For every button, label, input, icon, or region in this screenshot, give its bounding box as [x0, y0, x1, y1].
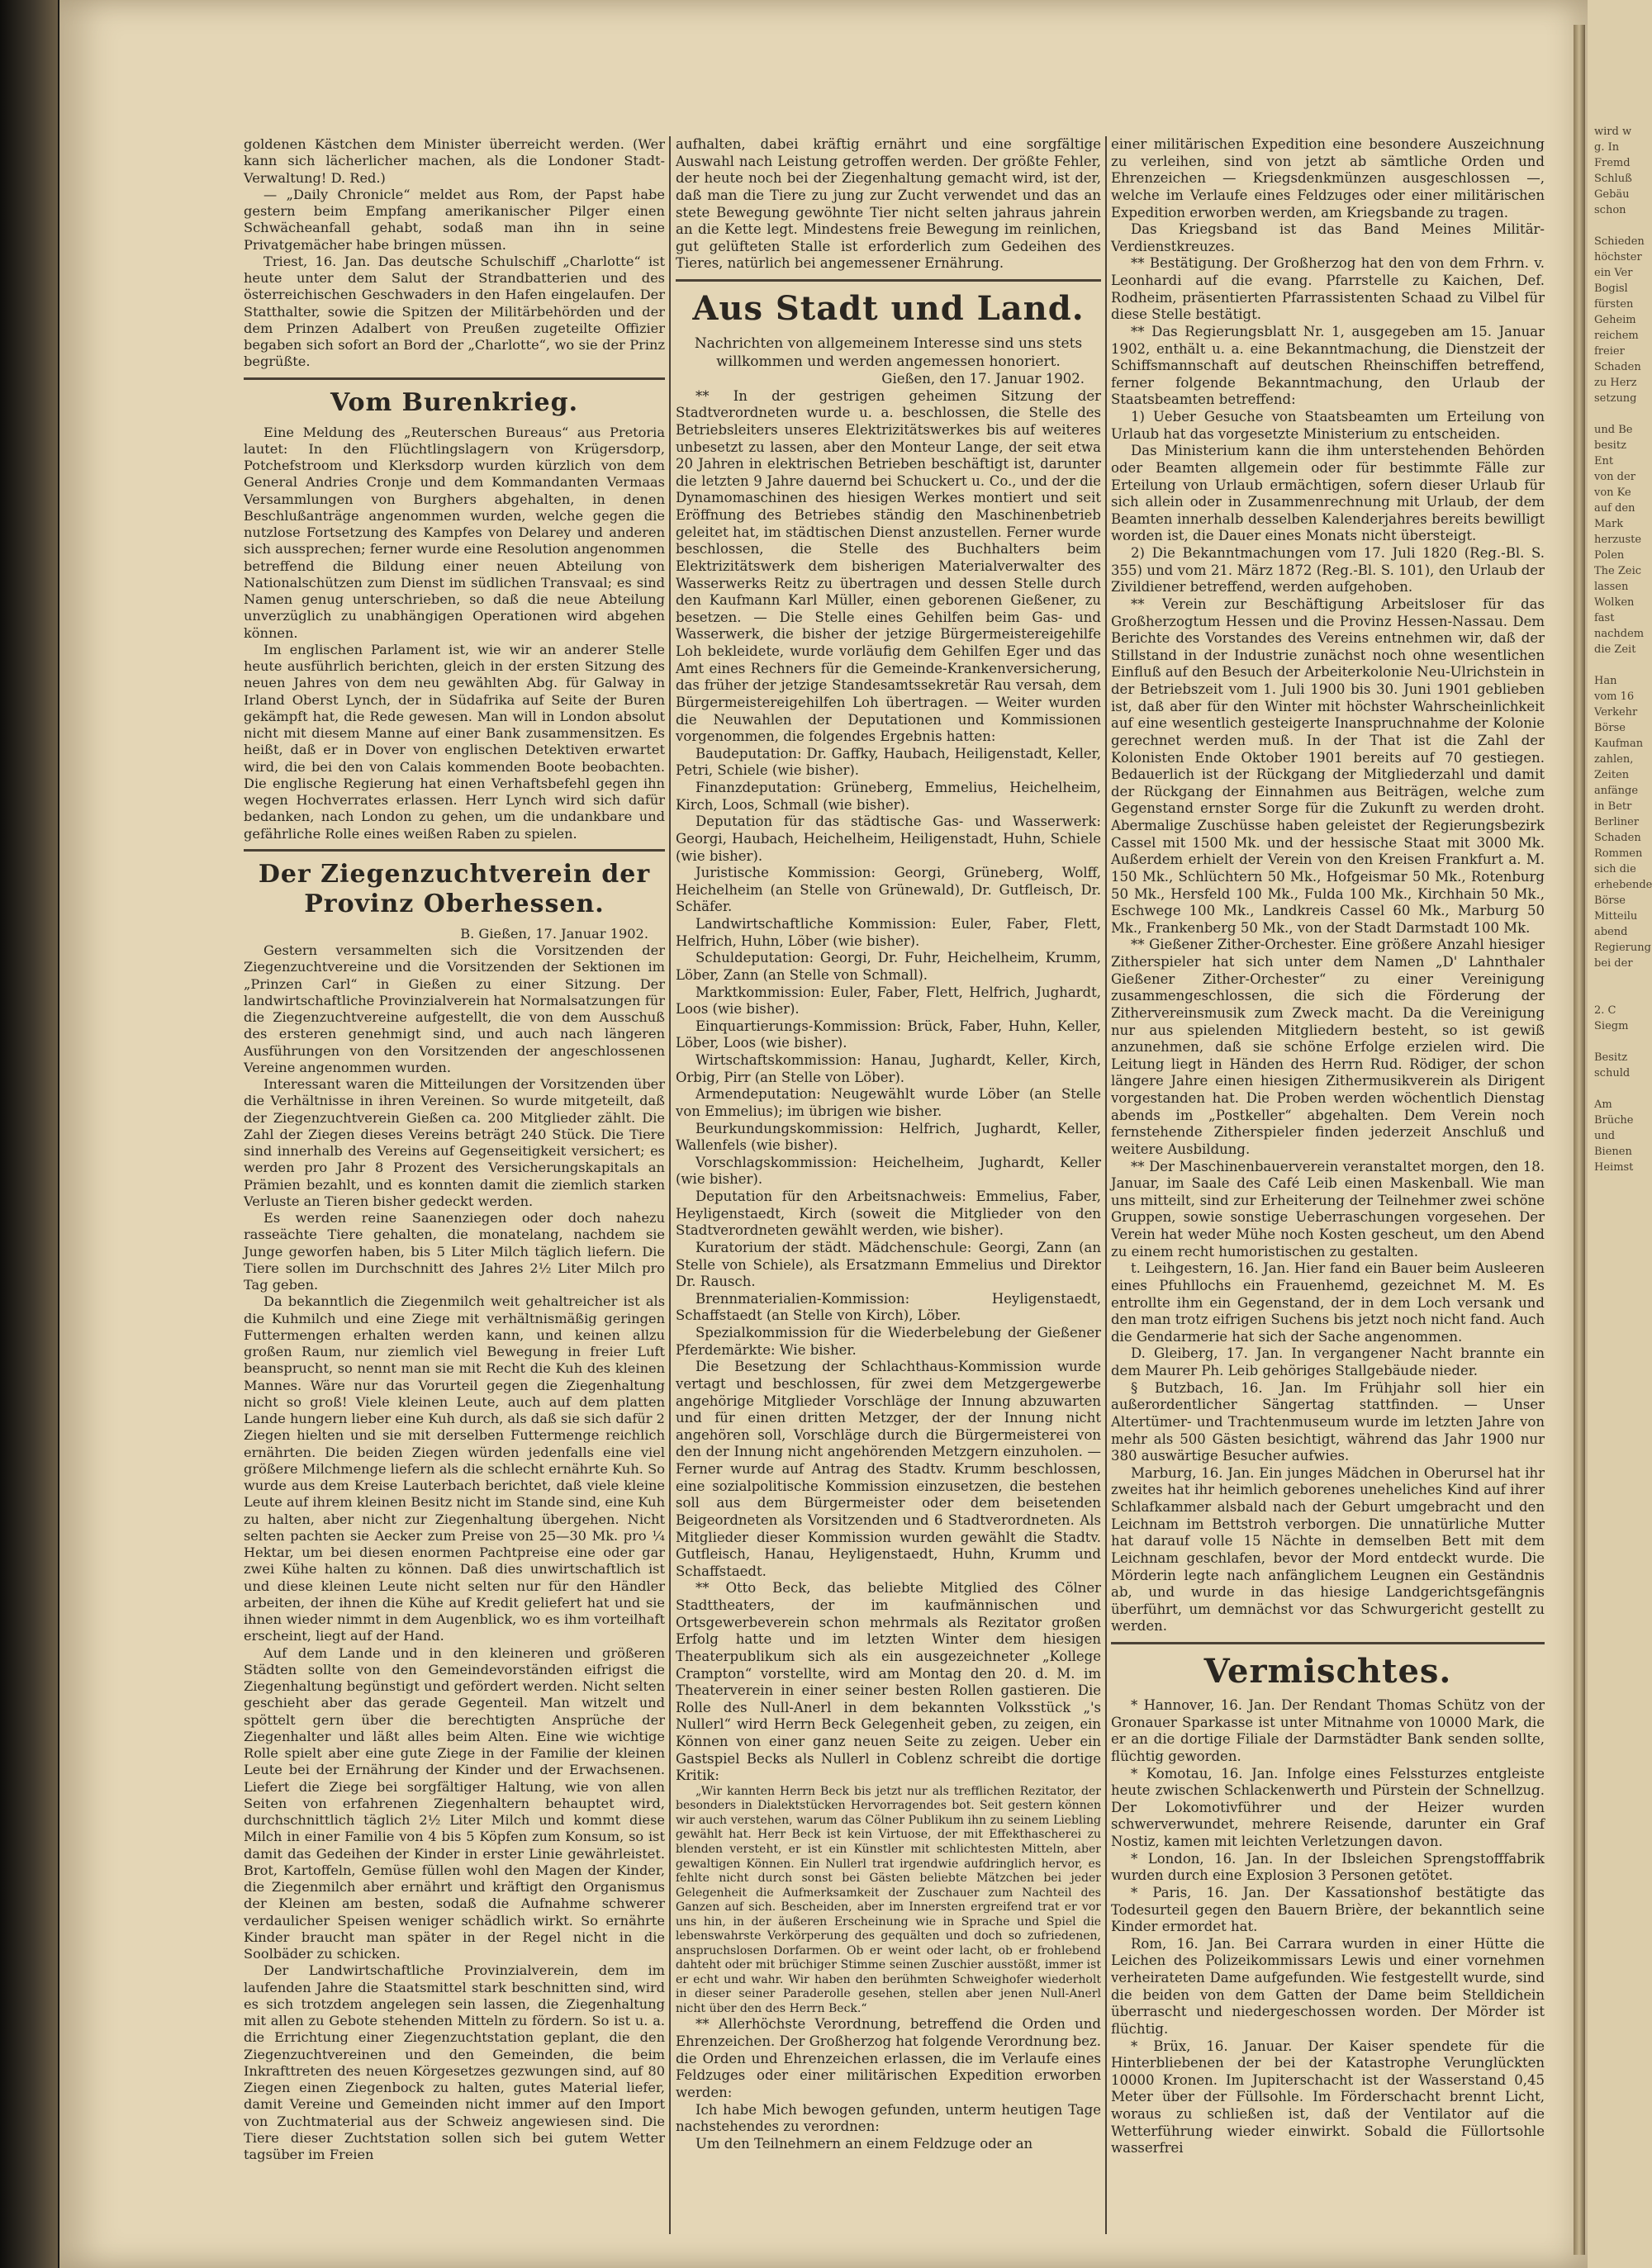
article-paragraph: Der Landwirtschaftliche Provinzialverein, dem im laufenden Jahre die Staatsmittel stark beschnitten sind, wird es sich trotzdem angelegen sein lassen, die Ziegenhaltung mit allen zu Gebote stehenden Mitteln zu fördern. So ist u. a. die Errichtung einer Ziegenzuchtstation geplant, die den Ziegenzuchtvereinen und den Gemeinden, die beim Inkrafttreten des neuen Körgesetzes gezwungen sind, auf 80 Ziegen einen Ziegenbock zu halten, gutes Material liefer, damit Vereine und Gemeinden nicht immer auf den Import von Zuchtmaterial aus der Schweiz angewiesen sind. Die Tiere dieser Zuchtstation sollen sich bei gutem Wetter tagsüber im Freien [244, 1962, 665, 2162]
article-paragraph: t. Leihgestern, 16. Jan. Hier fand ein Bauer beim Ausleeren eines Pfuhllochs ein Frauenhemd, gezeichnet M. M. Es entrollte ihm ein Gegenstand, der in dem Loch versank und den man trotz eifrigen Suchens bis jetzt noch nicht fand. Auch die Gendarmerie hat sich der Sache angenommen. [1111, 1260, 1545, 1345]
article-paragraph: Im englischen Parlament ist, wie wir an anderer Stelle heute ausführlich berichten, gleich in der ersten Sitzung des neuen Jahres von dem neu gewählten Abg. für Galway in Irland Oberst Lynch, der in Südafrika auf Seite der Buren gekämpft hat, die Rede gewesen. Man will in London absolut nicht mit diesem Manne auf einer Bank zusammensitzen. Es heißt, daß er in Dover von englischen Detektiven erwartet wird, die bei den von Calais kommenden Boote beobachten. Die englische Regierung hat einen Verhaftsbefehl gegen ihn wegen Hochverrates erlassen. Herr Lynch wird sich dafür bedanken, nach London zu gehen, um die undankbare und gefährliche Rolle eines weißen Raben zu spielen. [244, 641, 665, 842]
list-item: Spezialkommission für die Wiederbelebung der Gießener Pferdemärkte: Wie bisher. [676, 1325, 1101, 1358]
article-paragraph: ** Otto Beck, das beliebte Mitglied des Cölner Stadttheaters, der im kaufmännischen und Ortsgewerbeverein schon mehrmals als Rezitator großen Erfolg hatte und im letzten Winter dem hiesigen Theaterpublikum sich als ein ausgezeichneter „Kollege Crampton“ vorstellte, wird am Montag den 20. d. M. im Theaterverein in einer seiner besten Rollen gastieren. Die Rolle des Null-Anerl in dem bekannten Volksstück „'s Nullerl“ wird Herrn Beck Gelegenheit geben, zu zeigen, ein Können von einer ganz neuen Seite zu zeigen. Ueber ein Gastspiel Becks als Nullerl in Coblenz schreibt die dortige Kritik: [676, 1580, 1101, 1784]
article-paragraph: § Butzbach, 16. Jan. Im Frühjahr soll hier ein außerordentlicher Sängertag stattfinden. — Unser Altertümer- und Trachtenmuseum wurde im letzten Jahre von mehr als 500 Gästen besichtigt, während das Jahr 1900 nur 380 auswärtige Besucher aufwies. [1111, 1379, 1545, 1464]
article-paragraph: ** Der Maschinenbauerverein veranstaltet morgen, den 18. Januar, im Saale des Café Leib einen Maskenball. Wie man uns mitteilt, sind zur Erheiterung der Teilnehmer zwei schöne Gruppen, sowie sonstige Ueberraschungen vorgesehen. Der Verein hat weder Mühe noch Kosten gescheut, um den Abend zu einem recht humoristischen zu gestalten. [1111, 1158, 1545, 1260]
dateline: B. Gießen, 17. Januar 1902. [460, 925, 648, 942]
column-rule [1105, 136, 1107, 2234]
article-paragraph: Das Ministerium kann die ihm unterstehenden Behörden oder Beamten allgemein oder für bestimmte Fälle zur Erteilung von Urlaub ermächtigen, sofern dieser Urlaub für sich allein oder in Zusammenrechnung mit Urlaub, der dem Beamten innerhalb desselben Kalenderjahres bereits bewilligt worden ist, die Dauer eines Monats nicht übersteigt. [1111, 443, 1545, 544]
article-paragraph: Um den Teilnehmern an einem Feldzuge oder an [695, 2135, 1033, 2152]
book-spine [0, 0, 58, 2268]
page-edge [1574, 25, 1585, 2255]
column-rule [669, 136, 671, 2234]
article-paragraph: Interessant waren die Mitteilungen der Vorsitzenden über die Verhältnisse in ihren Vereinen. So wurde mitgeteilt, daß der Ziegenzuchtverein Gießen ca. 200 Mitglieder zählt. Die Zahl der Ziegen dieses Vereins beträgt 240 Stück. Die Tiere sind innerhalb des Vereins auf Gegenseitigkeit versichert; es werden pro Jahr 8 Prozent des Versicherungskapitals an Prämien bezahlt, und es konnten damit die ziemlich starken Verluste an Tieren bisher gedeckt werden. [244, 1076, 665, 1209]
article-paragraph: * Paris, 16. Jan. Der Kassationshof bestätigte das Todesurteil gegen den Bauern Brière, der bekanntlich seine Kinder ermordet hat. [1111, 1884, 1545, 1935]
dateline: Gießen, den 17. Januar 1902. [881, 371, 1085, 387]
article-paragraph: * London, 16. Jan. In der Ibsleichen Sprengstofffabrik wurden durch eine Explosion 3 Personen getötet. [1111, 1850, 1545, 1884]
adjacent-page-text: wird w g. In Fremd Schluß Gebäu schon Schieden höchster ein Ver Bogisl fürsten Geheim reichem freier Schaden zu Herz setzung und Be besitz Ent von der von Ke auf den Mark herzuste Polen The Zeic lassen Wolken fast nachdem die Zeit Han vom 16 Verkehr Börse Kaufman zahlen, Zeiten anfänge in Betr Berliner Schaden Rommen sich die erhebende Börse Mitteilu abend Regierung bei der 2. C Siegm Besitz schuld Am Brüche und Bienen Heimst [1594, 126, 1652, 1174]
list-item: Deputation für den Arbeitsnachweis: Emmelius, Faber, Heyligenstaedt, Kirch (soweit die Mitglieder von den Stadtverordneten gewählt werden, wie bisher). [676, 1189, 1101, 1239]
list-item: Vorschlagskommission: Heichelheim, Jughardt, Keller (wie bisher). [676, 1154, 1101, 1188]
list-item: Landwirtschaftliche Kommission: Euler, Faber, Flett, Helfrich, Huhn, Löber (wie bisher). [676, 916, 1101, 949]
article-paragraph: aufhalten, dabei kräftig ernährt und eine sorgfältige Auswahl nach Leistung getroffen werden. Der größte Fehler, der heute noch bei der Ziegenhaltung gemacht wird, ist der, daß man die Tiere zu jung zur Zucht verwendet und das an stete Bewegung gewöhnte Tier nicht selten jahraus jahrein an die Kette legt. Mindestens freie Bewegung im reinlichen, gut gelüfteten Stalle ist erforderlich zum Gedeihen des Tieres, natürlich bei angemessener Ernährung. [676, 136, 1101, 272]
section-heading: Der Ziegenzuchtverein der Provinz Oberhessen. [258, 859, 651, 918]
adjacent-page [1588, 0, 1652, 2268]
column-1 [244, 136, 665, 2163]
list-item: Finanzdeputation: Grüneberg, Emmelius, Heichelheim, Kirch, Loos, Schmall (wie bisher). [676, 780, 1101, 813]
article-paragraph: ** Verein zur Beschäftigung Arbeitsloser für das Großherzogtum Hessen und die Provinz Hessen-Nassau. Dem Berichte des Vorstandes des Vereins entnehmen wir, daß der Stillstand in der Industrie zunächst noch ohne wesentlichen Einfluß auf den Besuch der Arbeiterkolonie Neu-Ulrichstein in der Betriebszeit vom 1. Juli 1900 bis 30. Juni 1901 geblieben ist, daß aber für den Winter mit höchster Wahrscheinlichkeit auf eine wesentlich gesteigerte Inanspruchnahme der Kolonie gerechnet werden muß. In der That ist die Zahl der Kolonisten Ende Oktober 1901 bereits auf 70 gestiegen. Bedauerlich ist der Rückgang der Mitgliederzahl und damit der Rückgang der Einnahmen aus Beiträgen, welche zum Gegenstand ernster Sorge für die Zukunft zu werden droht. Abermalige Zuschüsse haben geleistet der Regierungsbezirk Cassel mit 1500 Mk. und der hessische Staat mit 3000 Mk. Außerdem erhielt der Verein von den Kreisen Frankfurt a. M. 150 Mk., Schlüchtern 50 Mk., Hofgeismar 50 Mk., Rotenburg 50 Mk., Hersfeld 100 Mk., Fulda 100 Mk., Kirchhain 50 Mk., Eschwege 100 Mk., Landkreis Cassel 60 Mk., Marburg 50 Mk., Frankenberg 50 Mk., von der Stadt Darmstadt 100 Mk. [1111, 595, 1545, 936]
list-item: Deputation für das städtische Gas- und Wasserwerk: Georgi, Haubach, Heichelheim, Heiligenstadt, Huhn, Schiele (wie bisher). [676, 814, 1101, 864]
article-paragraph: einer militärischen Expedition eine besondere Auszeichnung zu verleihen, sind von jetzt ab sämtliche Orden und Ehrenzeichen — Kriegsdenkmünzen ausgeschlossen —, welche im Verlaufe eines Feldzuges oder einer militärischen Expedition erworben werden, am Kriegsbande zu tragen. [1111, 136, 1545, 221]
section-divider [1111, 1642, 1545, 1644]
article-paragraph: D. Gleiberg, 17. Jan. In vergangener Nacht brannte ein dem Maurer Ph. Leib gehöriges Stallgebäude nieder. [1111, 1345, 1545, 1378]
article-paragraph: 2) Die Bekanntmachungen vom 17. Juli 1820 (Reg.-Bl. S. 355) und vom 21. März 1872 (Reg.-Bl. S. 101), den Urlaub der Zivildiener betreffend, werden aufgehoben. [1111, 545, 1545, 595]
article-paragraph: ** Das Regierungsblatt Nr. 1, ausgegeben am 15. Januar 1902, enthält u. a. eine Bekanntmachung, die Dienstzeit der Schiffsmannschaft auf deutschen Rheinschiffen betreffend, ferner folgende Bekanntmachung, den Urlaub der Staatsbeamten betreffend: [1111, 323, 1545, 408]
section-subheading: Nachrichten von allgemeinem Interesse sind uns stets willkommen und werden angemessen honoriert. [694, 335, 1083, 370]
column-2 [676, 136, 1101, 2152]
section-divider [676, 279, 1101, 282]
article-paragraph: ** Gießener Zither-Orchester. Eine größere Anzahl hiesiger Zitherspieler hat sich unter dem Namen „D' Lahnthaler Gießener Zither-Orchester“ zu einer Vereinigung zusammengeschlossen, die sich die Förderung der Zithervereinsmusik zum Zweck macht. Da die Vereinigung nur aus spielenden Mitgliedern besteht, so ist gewiß anzunehmen, daß sie schöne Erfolge erzielen wird. Die Leitung liegt in Händen des Herrn Rud. Rödiger, der schon längere Jahre einen hiesigen Zithermusikverein als Dirigent vorgestanden hat. Die Proben werden wöchentlich Dienstag abends im „Postkeller“ abgehalten. Dem Verein noch fernstehende Zitherspieler finden jederzeit Anschluß und weitere Ausbildung. [1111, 937, 1545, 1157]
list-item: Armendeputation: Neugewählt wurde Löber (an Stelle von Emmelius); im übrigen wie bisher. [676, 1086, 1101, 1119]
list-item: Einquartierungs-Kommission: Brück, Faber, Huhn, Keller, Löber, Loos (wie bisher). [676, 1018, 1101, 1051]
article-paragraph: ** In der gestrigen geheimen Sitzung der Stadtverordneten wurde u. a. beschlossen, die Stelle des Betriebsleiters unseres Elektrizitätswerkes bis auf weiteres unbesetzt zu lassen, aber den Monteur Lange, der seit etwa 20 Jahren in elektrischen Betrieben beschäftigt ist, darunter die letzten 9 Jahre dauernd bei Schuckert u. Co., und der die Dynamomaschinen des hiesigen Werkes montiert und seit Eröffnung des Betriebes ständig den Maschinenbetrieb geleitet hat, im städtischen Dienst anzustellen. Ferner wurde beschlossen, die Stelle des Buchhalters beim Elektrizitätswerk dem bisherigen Materialverwalter des Wasserwerks Reitz zu übertragen und dessen Stelle durch den Kaufmann Karl Müller, einen geborenen Gießener, zu besetzen. — Die Stelle eines Gehilfen beim Gas- und Wasserwerk, die bisher der jetzige Bürgermeistereigehilfe Loh bekleidete, wurde vorläufig dem Gehilfen Eger und das Amt eines Rechners für die Gemeinde-Krankenversicherung, das früher der jetzige Standesamtssekretär Rau versah, dem Bürgermeistereigehilfen Loh übertragen. — Weiter wurden die Neuwahlen der Deputationen und Kommissionen vorgenommen, die folgendes Ergebnis hatten: [676, 387, 1101, 745]
section-divider [244, 377, 665, 380]
quoted-review: „Wir kannten Herrn Beck bis jetzt nur als trefflichen Rezitator, der besonders in Dialektstücken Hervorragendes bot. Seit gestern können wir auch verstehen, warum das Cölner Publikum ihn zu seinem Liebling gewählt hat. Herr Beck ist kein Virtuose, der mit Effekthascherei zu blenden versteht, er ist ein Künstler mit schlichtesten Mitteln, aber gewaltigen Können. Ein Nullerl trat irgendwie aufdringlich hervor, es fehlte nicht durch sonst bei Gästen beliebte Mätzchen bei jeder Gelegenheit die Aufmerksamkeit der Zuschauer zum Nachteil des Ganzen auf sich. Bescheiden, aber im Innersten ergreifend trat er vor uns hin, in der äußeren Erscheinung wie in Sprache und Spiel die lebenswahrste Verkörperung des gequälten und doch so zufriedenen, anspruchslosen Dorfarmen. Ob er weint oder lacht, ob er frohlebend dahteht oder mit brüchiger Stimme seinen Zuschier ausstößt, immer ist er echt und wahr. Wir haben den berühmten Schweighofer wiederholt in dieser seiner Paraderolle gesehen, stellen aber jenen Null-Anerl nicht über den des Herrn Beck.“ [676, 1784, 1101, 2015]
article-paragraph: Gestern versammelten sich die Vorsitzenden der Ziegenzuchtvereine und die Vorsitzenden der Sektionen im „Prinzen Carl“ in Gießen zu einer Sitzung. Der landwirtschaftliche Provinzialverein hat Normalsatzungen für die Ziegenzuchtvereine aufgestellt, die von dem Ausschuß des ersteren genehmigt sind, und auch nach längeren Ausführungen von den Vorsitzenden der angeschlossenen Vereine angenommen wurden. [244, 942, 665, 1075]
list-item: Kuratorium der städt. Mädchenschule: Georgi, Zann (an Stelle von Schiele), als Ersatzmann Emmelius und Direktor Dr. Rausch. [676, 1239, 1101, 1290]
list-item: Juristische Kommission: Georgi, Grüneberg, Wolff, Heichelheim (an Stelle von Grünewald), Dr. Gutfleisch, Dr. Schäfer. [676, 865, 1101, 915]
article-paragraph: Marburg, 16. Jan. Ein junges Mädchen in Oberursel hat ihr zweites hat ihr heimlich geborenes uneheliches Kind auf ihrer Schlafkammer alsbald nach der Geburt umgebracht und den Leichnam im Bettstroh verborgen. Die unnatürliche Mutter hat darauf volle 15 Nächte in demselben Bett mit dem Leichnam geschlafen, bevor der Mord entdeckt wurde. Die Mörderin legte nach anfänglichem Leugnen ein Geständnis ab, und wurde in das hiesige Landgerichtsgefängnis überführt, um demnächst vor das Schwurgericht gestellt zu werden. [1111, 1464, 1545, 1635]
list-item: Brennmaterialien-Kommission: Heyligenstaedt, Schaffstaedt (an Stelle von Kirch), Löber. [676, 1290, 1101, 1324]
article-paragraph: Rom, 16. Jan. Bei Carrara wurden in einer Hütte die Leichen des Polizeikommissars Lewis und einer vornehmen verheirateten Dame aufgefunden. Wie festgestellt wurde, sind die beiden von dem Gatten der Dame beim Stelldichein überrascht und niedergeschossen worden. Der Mörder ist flüchtig. [1111, 1935, 1545, 2037]
column-3 [1111, 136, 1545, 2157]
article-paragraph: Da bekanntlich die Ziegenmilch weit gehaltreicher ist als die Kuhmilch und eine Ziege mit verhältnismäßig geringen Futtermengen erhalten werden kann, und keinen allzu großen Raum, nur ziemlich viel Bewegung in freier Luft beansprucht, so nennt man sie mit Recht die Kuh des kleinen Mannes. Wäre nur das Vorurteil gegen die Ziegenhaltung nicht so groß! Viele kleinen Leute, auch auf dem platten Lande hungern lieber eine Kuh durch, als daß sie sich dafür 2 Ziegen hielten und sie mit derselben Futtermenge reichlich ernährten. Die beiden Ziegen würden jedenfalls eine viel größere Milchmenge liefern als die schlecht ernährte Kuh. So wurde aus dem Kreise Lauterbach berichtet, daß viele kleine Leute auf ihrem kleinen Besitz nicht im Stande sind, eine Kuh zu halten, aber nicht zur Ziegenhaltung übergehen. Nicht selten pachten sie Aecker zum Preise von 25—30 Mk. pro ¼ Hektar, um bei diesen enormen Pachtpreise eine oder gar zwei Kühe halten zu können. Daß dies unwirtschaftlich ist und diese kleinen Leute nicht selten nur für den Händler arbeiten, der ihnen die Kühe auf Kredit geliefert hat und sie ihnen wieder nimmt in dem Augenblick, wo es ihm vorteilhaft erscheint, liegt auf der Hand. [244, 1293, 665, 1644]
article-paragraph: Das Kriegsband ist das Band Meines Militär-Verdienstkreuzes. [1111, 221, 1545, 254]
article-paragraph: ** Allerhöchste Verordnung, betreffend die Orden und Ehrenzeichen. Der Großherzog hat folgende Verordnung bez. die Orden und Ehrenzeichen erlassen, die im Verlaufe eines Feldzuges oder einer militärischen Expedition erworben werden: [676, 2016, 1101, 2100]
section-heading: Aus Stadt und Land. [692, 289, 1085, 328]
article-paragraph: goldenen Kästchen dem Minister überreicht werden. (Wer kann sich lächerlicher machen, als die Londoner Stadt-Verwaltung! D. Red.) [244, 136, 665, 186]
article-paragraph: Eine Meldung des „Reuterschen Bureaus“ aus Pretoria lautet: In den Flüchtlingslagern von Krügersdorp, Potchefstroom und Klerksdorp wurden kürzlich von dem General Andries Cronje und dem Kommandanten Vermaas Versammlungen von Burghers abgehalten, in denen Beschlußanträge angenommen wurden, welche gegen die nutzlose Fortsetzung des Kampfes von Delarey und anderen sich aussprechen; ferner wurde eine Resolution angenommen betreffend die Bildung einer neuen Abteilung von Nationalschützen zum Dienst im südlichen Transvaal; es sind Namen genug unterschrieben, so daß die neue Abteilung unverzüglich zu unabhängigen Operationen wird abgehen können. [244, 424, 665, 641]
list-item: Beurkundungskommission: Helfrich, Jughardt, Keller, Wallenfels (wie bisher). [676, 1120, 1101, 1154]
article-paragraph: Die Besetzung der Schlachthaus-Kommission wurde vertagt und beschlossen, für zwei dem Metzgergewerbe angehörige Mitglieder Vorschläge der Innung abzuwarten und für einen dritten Metzger, der der Innung nicht angehören soll, Vorschläge durch die Bürgermeisterei von den der Innung nicht angehörenden Metzgern einzuholen. — Ferner wurde auf Antrag des Stadtv. Krumm beschlossen, eine sozialpolitische Kommission einzusetzen, die bestehen soll aus dem Bürgermeister oder dem beisetenden Beigeordneten als Vorsitzenden und 6 Stadtverordneten. Als Mitglieder dieser Kommission wurden gewählt die Stadtv. Gutfleisch, Hanau, Heyligenstaedt, Huhn, Krumm und Schaffstaedt. [676, 1359, 1101, 1579]
article-paragraph: * Brüx, 16. Januar. Der Kaiser spendete für die Hinterbliebenen der bei der Katastrophe Verunglückten 10000 Kronen. Im Jupiterschacht ist der Wasserstand 0,45 Meter über der Füllsohle. Im Förderschacht brennt Licht, woraus zu schließen ist, daß der Ventilator auf die Wetterführung wieder einwirkt. Sobald die Füllortsohle wasserfrei [1111, 2038, 1545, 2156]
list-item: Baudeputation: Dr. Gaffky, Haubach, Heiligenstadt, Keller, Petri, Schiele (wie bisher). [676, 745, 1101, 779]
article-paragraph: ** Bestätigung. Der Großherzog hat den von dem Frhrn. v. Leonhardi auf die evang. Pfarrstelle zu Kaichen, Def. Rodheim, präsentierten Pfarrassistenten Schaad zu Vilbel für diese Stelle bestätigt. [1111, 255, 1545, 323]
article-paragraph: 1) Ueber Gesuche von Staatsbeamten um Erteilung von Urlaub hat das vorgesetzte Ministerium zu entscheiden. [1111, 409, 1545, 442]
article-paragraph: Es werden reine Saanenziegen oder doch nahezu rasseächte Tiere gehalten, die monatelang, nachdem sie Junge geworfen haben, bis 5 Liter Milch täglich liefern. Die Tiere sollen im Durchschnitt des Jahres 2½ Liter Milch pro Tag geben. [244, 1210, 665, 1293]
article-paragraph: Ich habe Mich bewogen gefunden, unterm heutigen Tage nachstehendes zu verordnen: [676, 2101, 1101, 2135]
article-paragraph: Auf dem Lande und in den kleineren und größeren Städten sollte von den Gemeindevorständen eifrigst die Ziegenhaltung begünstigt und gefördert werden. Nicht selten geschieht aber das gerade Gegenteil. Man witzelt und spöttelt gern über die berechtigten Ansprüche der Ziegenhalter und läßt alles beim Alten. Eine wie wichtige Rolle spielt aber eine gute Ziege in der Familie der kleinen Leute bei der Ernährung der Kinder und der Erwachsenen. Liefert die Ziege bei sorgfältiger Haltung, wie von allen Seiten von erfahrenen Ziegenhaltern behauptet wird, durchschnittlich täglich 2½ Liter Milch und kommt diese Milch in einer Familie von 4 bis 5 Köpfen zum Konsum, so ist damit das Gedeihen der Kinder in erster Linie gewährleistet. Brot, Kartoffeln, Gemüse füllen wohl den Magen der Kinder, die Ziegenmilch aber ernährt und kräftigt den Organismus der Kleinen am besten, sodaß die Aufnahme schwerer verdaulicher Speisen weniger schädlich wirkt. So ernährte Kinder braucht man später in der Regel nicht in die Soolbäder zu schicken. [244, 1644, 665, 1962]
section-divider [244, 849, 665, 852]
article-paragraph: * Komotau, 16. Jan. Infolge eines Felssturzes entgleiste heute zwischen Schlackenwerth und Pürstein der Schnellzug. Der Lokomotivführer und der Heizer wurden schwerverwundet, mehrere Reisende, darunter ein Graf Nostiz, kamen mit leichten Verletzungen davon. [1111, 1765, 1545, 1849]
list-item: Marktkommission: Euler, Faber, Flett, Helfrich, Jughardt, Loos (wie bisher). [676, 984, 1101, 1018]
list-item: Wirtschaftskommission: Hanau, Jughardt, Keller, Kirch, Orbig, Pirr (an Stelle von Löber). [676, 1052, 1101, 1085]
section-heading: Vom Burenkrieg. [330, 387, 579, 417]
section-heading: Vermischtes. [1203, 1652, 1452, 1691]
article-paragraph: Triest, 16. Jan. Das deutsche Schulschiff „Charlotte“ ist heute unter dem Salut der Strandbatterien und des österreichischen Geschwaders in den Hafen eingelaufen. Der Statthalter, sowie die Spitzen der Militärbehörden und der dem Prinzen Adalbert von Preußen zugeteilte Offizier begaben sich sofort an Bord der „Charlotte“, wo sie der Prinz begrüßte. [244, 253, 665, 370]
list-item: Schuldeputation: Georgi, Dr. Fuhr, Heichelheim, Krumm, Löber, Zann (an Stelle von Schmall). [676, 950, 1101, 983]
article-paragraph: * Hannover, 16. Jan. Der Rendant Thomas Schütz von der Gronauer Sparkasse ist unter Mitnahme von 10000 Mark, die er an die dortige Filiale der Darmstädter Bank senden sollte, flüchtig geworden. [1111, 1697, 1545, 1764]
article-paragraph: — „Daily Chronicle“ meldet aus Rom, der Papst habe gestern beim Empfang amerikanischer Pilger einen Schwächeanfall gehabt, sodaß man ihn in seine Privatgemächer habe bringen müssen. [244, 186, 665, 253]
